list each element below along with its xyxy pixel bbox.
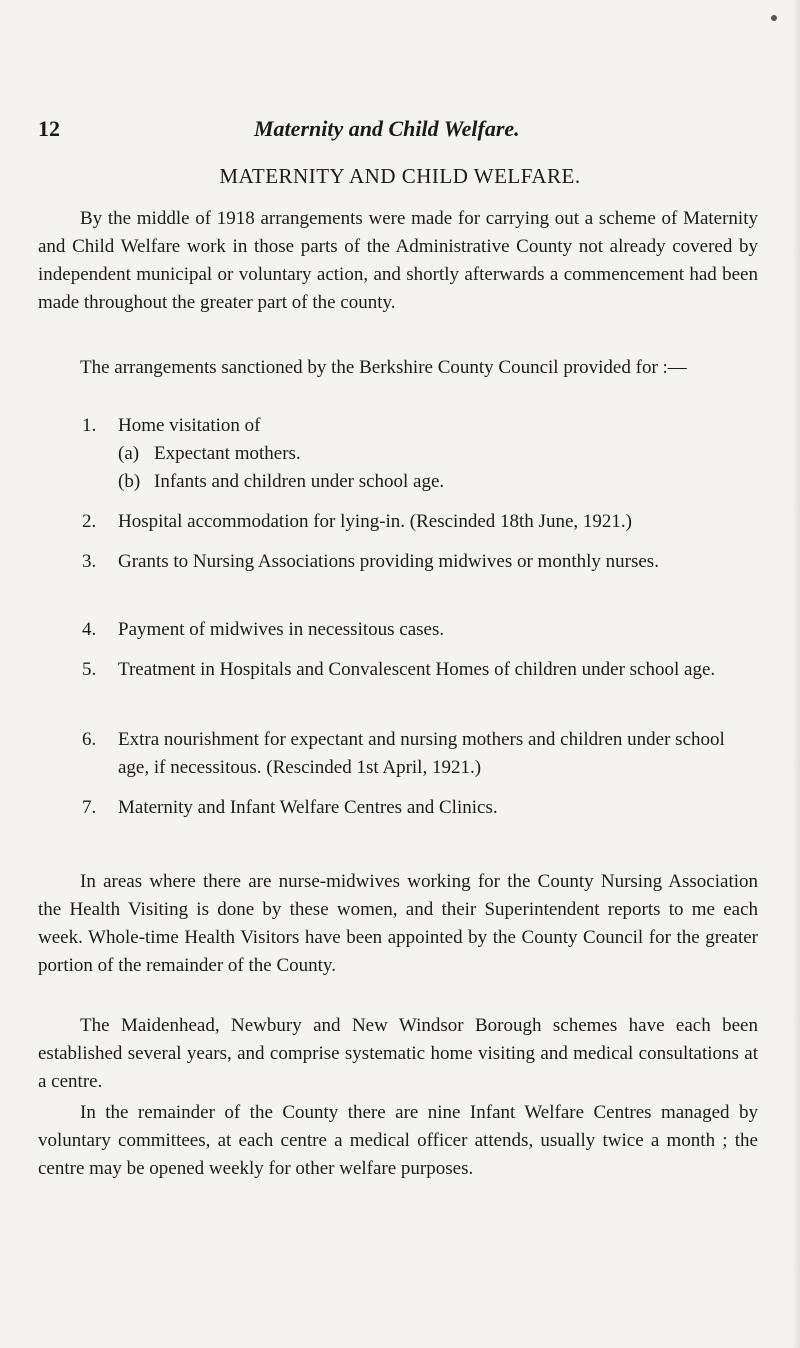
list-item-text: Grants to Nursing Associations providing midwives or monthly nurses. — [118, 551, 659, 572]
list-item-number: 6. — [82, 729, 97, 750]
list-item-6 — [82, 726, 758, 782]
list-item-5 — [82, 656, 758, 684]
list-item-text: Payment of midwives in necessitous cases. — [118, 619, 445, 640]
paragraph-5-text: In the remainder of the County there are nine Infant Welfare Centres managed by voluntary committees, at each centre a medical officer attends, usually twice a month ; the centre may be opened weekly for other welfare purposes. — [38, 1102, 758, 1179]
list-item-number: 3. — [82, 551, 97, 572]
list-item-text: Hospital accommodation for lying-in. (Rescinded 18th June, 1921.) — [118, 511, 632, 532]
list-item-text: Treatment in Hospitals and Convalescent Homes of children under school age. — [118, 659, 716, 680]
list-item-4 — [82, 616, 758, 644]
sub-item-text: Expectant mothers. — [154, 443, 301, 464]
list-item-number: 1. — [82, 415, 97, 436]
list-item-number: 2. — [82, 511, 97, 532]
list-item-number: 7. — [82, 797, 97, 818]
running-title: Maternity and Child Welfare. — [254, 116, 520, 141]
list-item-3 — [82, 548, 758, 576]
list-item-2 — [82, 508, 758, 536]
paragraph-2-text: The arrangements sanctioned by the Berkshire County Council provided for :— — [80, 357, 687, 378]
list-item-1 — [82, 412, 758, 440]
paragraph-health-visiting — [38, 868, 758, 980]
section-heading: MATERNITY AND CHILD WELFARE. — [219, 164, 581, 188]
sub-item-b — [118, 468, 718, 496]
running-head — [38, 116, 758, 146]
page-edge-shadow — [792, 0, 800, 1348]
list-item-number: 4. — [82, 619, 97, 640]
list-item-text: Home visitation of — [118, 415, 261, 436]
paragraph-welfare-centres — [38, 1099, 758, 1183]
paragraph-provisions — [38, 354, 758, 382]
paragraph-1-text: By the middle of 1918 arrangements were made for carrying out a scheme of Maternity and Child Welfare work in those parts of the Administrative County not already covered by independent municipal or voluntary action, and shortly afterwards a commencement had been made throughout the greater part of the county. — [38, 208, 758, 313]
sub-item-letter: (a) — [118, 443, 140, 464]
list-item-number: 5. — [82, 659, 97, 680]
list-item-text: Extra nourishment for expectant and nursing mothers and children under school age, if necessitous. (Rescinded 1st April, 1921.) — [118, 729, 725, 778]
list-item-text: Maternity and Infant Welfare Centres and Clinics. — [118, 797, 498, 818]
page-number: 12 — [38, 116, 60, 141]
sub-item-letter: (b) — [118, 471, 141, 492]
paragraph-4-text: The Maidenhead, Newbury and New Windsor Borough schemes have each been established several years, and comprise systematic home visiting and medical consultations at a centre. — [38, 1015, 758, 1092]
paragraph-borough-schemes — [38, 1012, 758, 1096]
paragraph-intro — [38, 205, 758, 317]
sub-item-a — [118, 440, 718, 468]
paragraph-3-text: In areas where there are nurse-midwives working for the County Nursing Association the Health Visiting is done by these women, and their Superintendent reports to me each week. Whole-time Health Visitors have been appointed by the County Council for the greater portion of the remainder of the County. — [38, 871, 758, 976]
paper-speck — [771, 15, 777, 21]
sub-item-text: Infants and children under school age. — [154, 471, 445, 492]
list-item-7 — [82, 794, 758, 822]
